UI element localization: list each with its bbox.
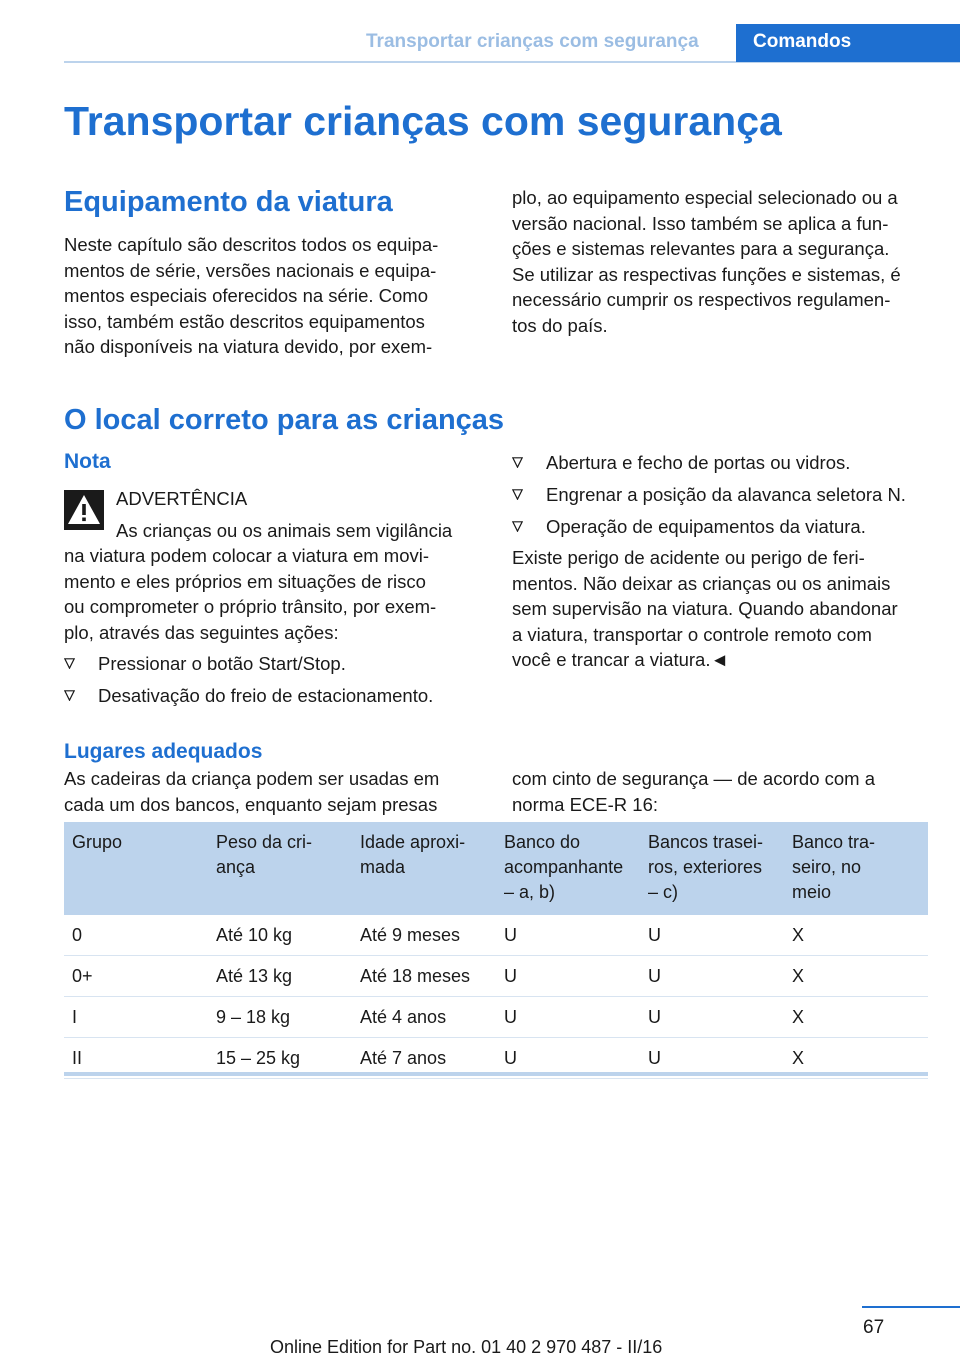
table-cell: U — [640, 997, 784, 1038]
suitable-right-line: com cinto de segurança — de acordo com a — [512, 768, 875, 789]
triangle-bullet-icon — [512, 489, 523, 500]
table-cell: X — [784, 997, 928, 1038]
suitable-heading: Lugares adequados — [64, 740, 263, 763]
header-line: Peso da cri- — [216, 832, 313, 852]
table-cell: Até 4 anos — [352, 997, 496, 1038]
header-chapter-label: Comandos — [753, 31, 852, 52]
danger-text — [512, 545, 952, 673]
suitable-text-left — [64, 766, 484, 817]
header-line: Bancos trasei- — [648, 832, 764, 852]
table-cell: U — [640, 915, 784, 956]
triangle-bullet-icon — [512, 521, 523, 532]
equipment-heading: Equipamento da viatura — [64, 186, 393, 218]
equipment-left-line: não disponíveis na viatura devido, por exem- — [64, 336, 433, 357]
table-cell: X — [784, 956, 928, 997]
table-header-cell — [784, 822, 928, 915]
table-cell: U — [496, 956, 640, 997]
table-cell: Até 10 kg — [208, 915, 352, 956]
edition-line: Online Edition for Part no. 01 40 2 970 487 - II/16 — [270, 1337, 663, 1357]
warning-block — [116, 486, 486, 543]
danger-line: sem supervisão na viatura. Quando abandonar — [512, 598, 898, 619]
header-line: ança — [216, 857, 256, 877]
table-header-cell — [208, 822, 352, 915]
bullet-text: Abertura e fecho de portas ou vidros. — [546, 452, 851, 473]
table-cell: X — [784, 915, 928, 956]
warning-first-line: As crianças ou os animais sem vigilância — [116, 519, 453, 541]
equipment-right-line: ções e sistemas relevantes para a segurança. — [512, 238, 890, 259]
table-header-row — [64, 822, 928, 915]
header-line: Banco do — [504, 832, 581, 852]
warning-triangle-icon — [64, 490, 104, 530]
table-cell: 0 — [64, 915, 208, 956]
header-line: mada — [360, 857, 406, 877]
suitable-left-line: cada um dos bancos, enquanto sejam presas — [64, 793, 438, 815]
header-line: – a, b) — [504, 882, 556, 902]
equipment-right-line: Se utilizar as respectivas funções e sistemas, é — [512, 263, 901, 285]
triangle-bullet-icon — [64, 658, 75, 669]
table-header-cell — [640, 822, 784, 915]
danger-line: você e trancar a viatura.◄ — [512, 649, 729, 670]
warning-text — [64, 543, 486, 645]
footer-rule — [862, 1306, 960, 1308]
bullet-text: Pressionar o botão Start/Stop. — [98, 653, 346, 674]
header-line: – c) — [648, 882, 679, 902]
equipment-text-left — [64, 232, 484, 360]
table-header-cell — [352, 822, 496, 915]
bullet-text: Desativação do freio de estacionamento. — [98, 685, 434, 706]
suitable-right-line: norma ECE-R 16: — [512, 793, 658, 815]
warning-line: plo, através das seguintes ações: — [64, 621, 339, 643]
table-cell: II — [64, 1038, 208, 1079]
seat-suitability-table — [64, 822, 928, 1079]
header-line: acompanhante — [504, 857, 624, 877]
table-cell: U — [496, 1038, 640, 1079]
table-cell: 9 – 18 kg — [208, 997, 352, 1038]
table-cell: U — [496, 997, 640, 1038]
header-section-title: Transportar crianças com segurança — [366, 31, 699, 52]
equipment-right-line: versão nacional. Isso também se aplica a fun- — [512, 212, 889, 234]
danger-line: a viatura, transportar o controle remoto com — [512, 623, 872, 645]
place-heading: O local correto para as crianças — [64, 404, 505, 436]
table-cell: Até 13 kg — [208, 956, 352, 997]
equipment-left-line: mentos especiais oferecidos na série. Como — [64, 285, 429, 306]
equipment-right-line: plo, ao equipamento especial selecionado ou a — [512, 187, 898, 208]
warning-line: mento e eles próprios em situações de risco — [64, 570, 426, 592]
equipment-left-line: isso, também estão descritos equipamentos — [64, 310, 425, 332]
header-chapter-tab — [736, 24, 960, 62]
table-cell: U — [640, 1038, 784, 1079]
header-line: Idade aproxi- — [360, 832, 466, 852]
triangle-bullet-icon — [512, 457, 523, 468]
table-cell: U — [496, 915, 640, 956]
table-cell: Até 9 meses — [352, 915, 496, 956]
warning-line: na viatura podem colocar a viatura em movi- — [64, 545, 430, 566]
header-line: ros, exteriores — [648, 857, 763, 877]
table-row — [64, 915, 928, 956]
table-row — [64, 956, 928, 997]
equipment-right-line: tos do país. — [512, 314, 608, 336]
table-cell: Até 18 meses — [352, 956, 496, 997]
page-title: Transportar crianças com segurança — [64, 98, 782, 144]
table-cell: I — [64, 997, 208, 1038]
equipment-text-right — [512, 185, 952, 338]
danger-line: Existe perigo de acidente ou perigo de feri- — [512, 547, 865, 568]
table-cell: 15 – 25 kg — [208, 1038, 352, 1079]
suitable-left-line: As cadeiras da criança podem ser usadas em — [64, 768, 440, 789]
page-number: 67 — [863, 1317, 885, 1338]
bullet-text: Engrenar a posição da alavanca seletora N. — [546, 484, 906, 505]
warning-label: ADVERTÊNCIA — [116, 488, 248, 509]
equipment-left-line: mentos de série, versões nacionais e equipa- — [64, 259, 437, 281]
header-line: seiro, no — [792, 857, 862, 877]
table-row — [64, 997, 928, 1038]
header-line: meio — [792, 882, 832, 902]
table-header-cell — [496, 822, 640, 915]
table-header-cell — [64, 822, 208, 915]
triangle-bullet-icon — [64, 690, 75, 701]
table-cell: Até 7 anos — [352, 1038, 496, 1079]
table-cell: 0+ — [64, 956, 208, 997]
table-cell: X — [784, 1038, 928, 1079]
equipment-right-line: necessário cumprir os respectivos regulamen- — [512, 289, 891, 310]
suitable-text-right — [512, 766, 952, 817]
bullet-text: Operação de equipamentos da viatura. — [546, 516, 866, 537]
note-heading: Nota — [64, 450, 111, 473]
table-bottom-rule — [64, 1072, 928, 1076]
header-line: Banco tra- — [792, 832, 876, 852]
danger-line: mentos. Não deixar as crianças ou os animais — [512, 572, 891, 594]
warning-line: ou comprometer o próprio trânsito, por exem- — [64, 596, 437, 617]
table-cell: U — [640, 956, 784, 997]
equipment-left-line: Neste capítulo são descritos todos os equipa- — [64, 234, 439, 255]
header-line: Grupo — [72, 832, 123, 852]
